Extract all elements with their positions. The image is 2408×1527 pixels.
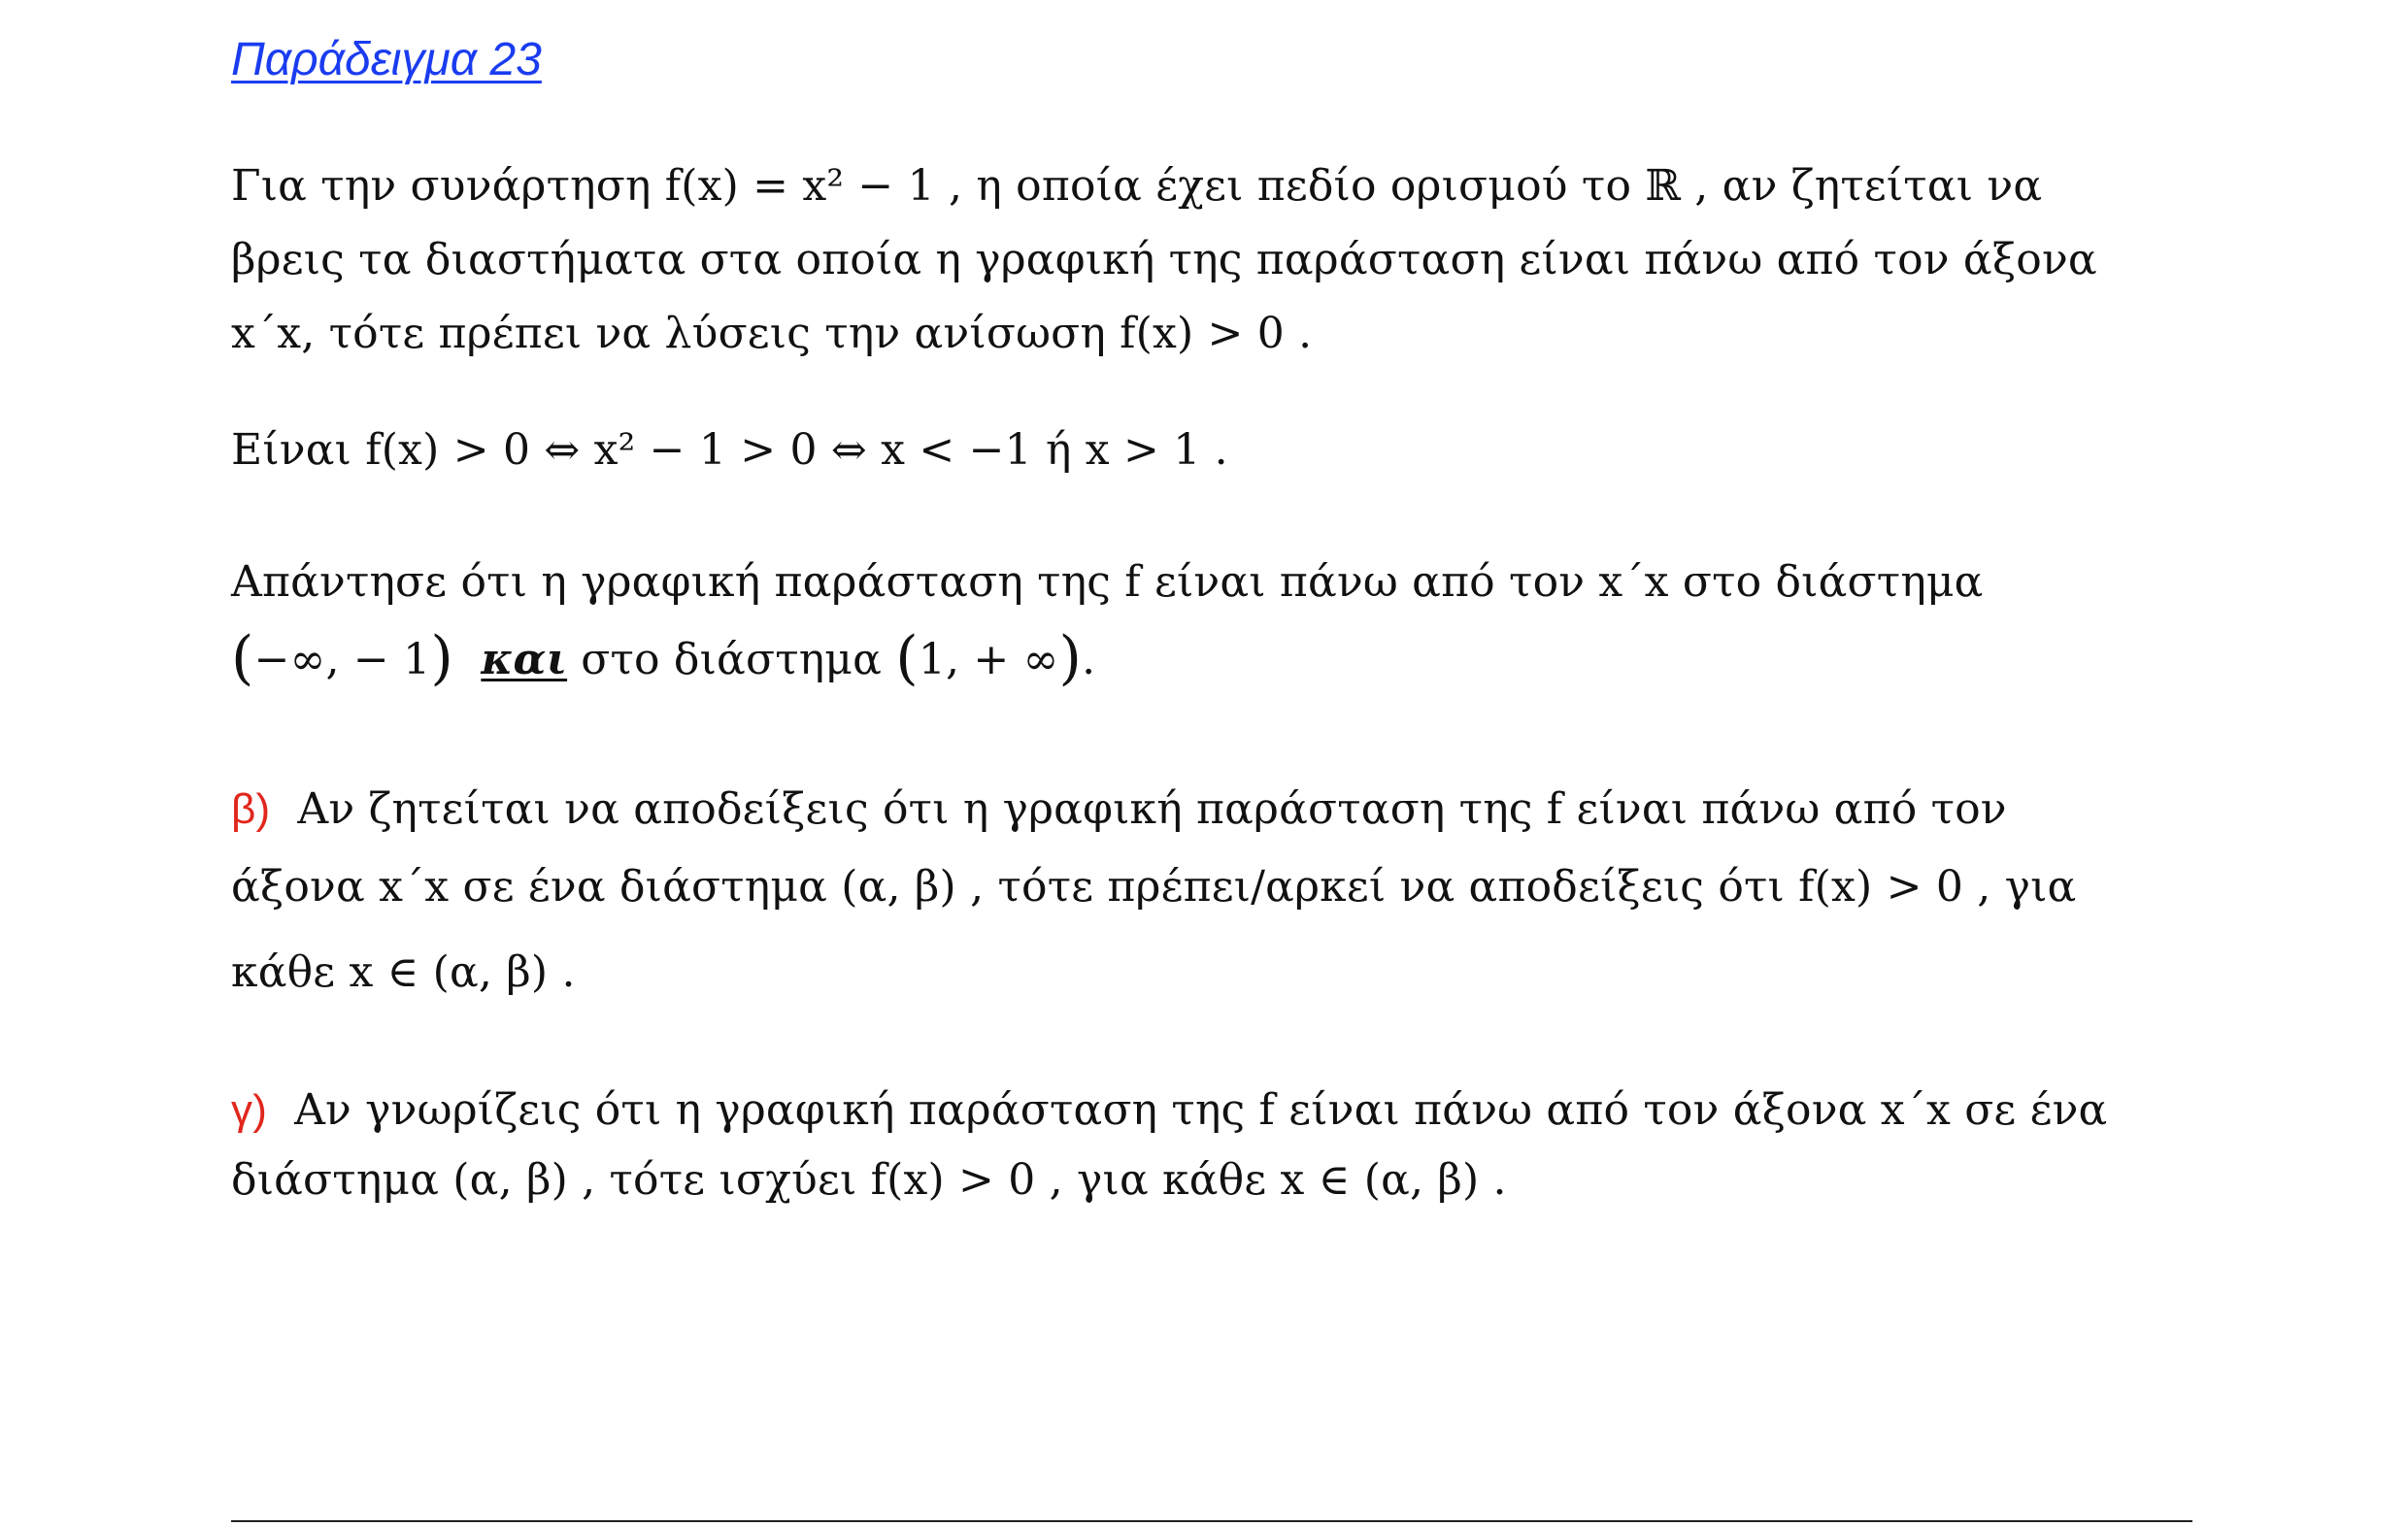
footer-divider	[231, 1520, 2192, 1522]
answer-line-1: Απάντησε ότι η γραφική παράσταση της f είναι πάνω από τον x΄x στο διάστημα	[231, 557, 1984, 607]
answer-line-2	[231, 624, 1096, 692]
equivalence-line: Είναι f(x) > 0 ⇔ x² − 1 > 0 ⇔ x < −1 ή x > 1 .	[231, 425, 1228, 475]
section-b-line-2: άξονα x΄x σε ένα διάστημα (α, β) , τότε πρέπει/αρκεί να αποδείξεις ότι f(x) > 0 , για	[231, 862, 2077, 912]
section-c-line-1	[231, 1085, 2108, 1135]
interval-2: 1, + ∞	[918, 635, 1059, 684]
open-paren: (	[231, 624, 254, 692]
interval-connector: στο διάστημα	[567, 635, 896, 684]
section-c-text-1: Αν γνωρίζεις ότι η γραφική παράσταση της f είναι πάνω από τον άξονα x΄x σε ένα	[294, 1085, 2108, 1135]
section-b-label: β)	[231, 785, 271, 833]
paragraph-1-line-1: Για την συνάρτηση f(x) = x² − 1 , η οποία έχει πεδίο ορισμού το ℝ , αν ζητείται να	[231, 161, 2043, 211]
section-b-text-1: Αν ζητείται να αποδείξεις ότι η γραφική παράσταση της f είναι πάνω από τον	[297, 784, 2007, 834]
section-b-line-3: κάθε x ∈ (α, β) .	[231, 947, 576, 997]
and-word: και	[481, 635, 568, 684]
example-heading: Παράδειγμα 23	[231, 34, 542, 85]
section-b-line-1	[231, 784, 2007, 834]
paragraph-1-line-2: βρεις τα διαστήματα στα οποία η γραφική της παράσταση είναι πάνω από τον άξονα	[231, 235, 2097, 284]
close-paren: )	[430, 624, 453, 692]
interval-1: −∞, − 1	[253, 635, 431, 684]
period: .	[1082, 635, 1096, 684]
section-c-line-2: διάστημα (α, β) , τότε ισχύει f(x) > 0 , για κάθε x ∈ (α, β) .	[231, 1155, 1507, 1205]
section-c-label: γ)	[231, 1086, 268, 1134]
paragraph-1-line-3: x΄x, τότε πρέπει να λύσεις την ανίσωση f(x) > 0 .	[231, 309, 1313, 358]
close-paren-2: )	[1058, 624, 1083, 692]
open-paren-2: (	[895, 624, 919, 692]
